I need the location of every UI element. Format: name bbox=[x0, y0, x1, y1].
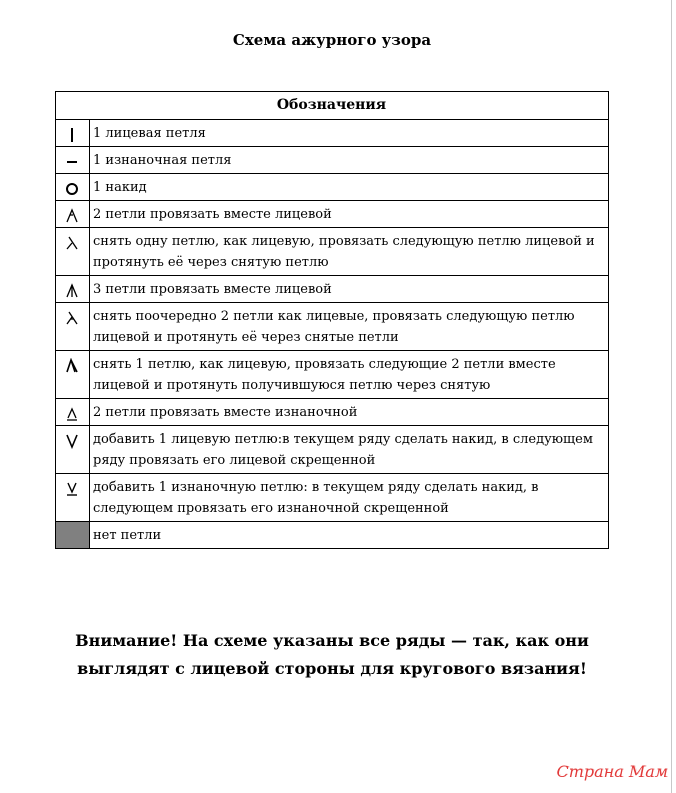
page-title: Схема ажурного узора bbox=[232, 31, 432, 49]
legend-text: нет петли bbox=[90, 522, 609, 549]
purl-stitch-icon bbox=[56, 147, 90, 174]
legend-text: снять поочередно 2 петли как лицевые, провязать следующую петлю лицевой и протянуть её через снятые петли bbox=[90, 303, 609, 351]
warning-text: Внимание! На схеме указаны все ряды — так, как они выглядят с лицевой стороны для кругового вязания! bbox=[75, 631, 589, 678]
legend-row bbox=[56, 399, 609, 426]
legend-text: снять 1 петлю, как лицевую, провязать следующие 2 петли вместе лицевой и протянуть получившуюся петлю через снятую bbox=[90, 351, 609, 399]
no-stitch-icon bbox=[56, 522, 90, 549]
legend-text: добавить 1 изнаночную петлю: в текущем ряду сделать накид, в следующем провязать его изнаночной скрещенной bbox=[90, 474, 609, 522]
ssk-icon bbox=[56, 228, 90, 276]
p2tog-icon bbox=[56, 399, 90, 426]
legend-row bbox=[56, 303, 609, 351]
legend-text: 3 петли провязать вместе лицевой bbox=[90, 276, 609, 303]
legend-row bbox=[56, 174, 609, 201]
legend-header: Обозначения bbox=[56, 92, 609, 120]
sssk-icon bbox=[56, 303, 90, 351]
legend-header-row bbox=[56, 92, 609, 120]
legend-text: 1 лицевая петля bbox=[90, 120, 609, 147]
make-one-purl-icon bbox=[56, 474, 90, 522]
page-edge bbox=[671, 0, 672, 793]
watermark: Страна Мам bbox=[556, 762, 668, 781]
yarn-over-icon bbox=[56, 174, 90, 201]
legend-row bbox=[56, 120, 609, 147]
legend-text: 2 петли провязать вместе лицевой bbox=[90, 201, 609, 228]
legend-row bbox=[56, 228, 609, 276]
legend-text: 2 петли провязать вместе изнаночной bbox=[90, 399, 609, 426]
legend-text: снять одну петлю, как лицевую, провязать следующую петлю лицевой и протянуть её через снятую петлю bbox=[90, 228, 609, 276]
k2tog-icon bbox=[56, 201, 90, 228]
k3tog-icon bbox=[56, 276, 90, 303]
legend-row bbox=[56, 351, 609, 399]
legend-row bbox=[56, 147, 609, 174]
sk2p-icon bbox=[56, 351, 90, 399]
legend-text: 1 изнаночная петля bbox=[90, 147, 609, 174]
legend-row bbox=[56, 201, 609, 228]
legend-table bbox=[55, 91, 609, 549]
legend-row bbox=[56, 276, 609, 303]
legend-row bbox=[56, 522, 609, 549]
legend-text: 1 накид bbox=[90, 174, 609, 201]
make-one-knit-icon bbox=[56, 426, 90, 474]
legend-row bbox=[56, 474, 609, 522]
legend-text: добавить 1 лицевую петлю:в текущем ряду сделать накид, в следующем ряду провязать его лицевой скрещенной bbox=[90, 426, 609, 474]
knit-stitch-icon bbox=[56, 120, 90, 147]
legend-row bbox=[56, 426, 609, 474]
